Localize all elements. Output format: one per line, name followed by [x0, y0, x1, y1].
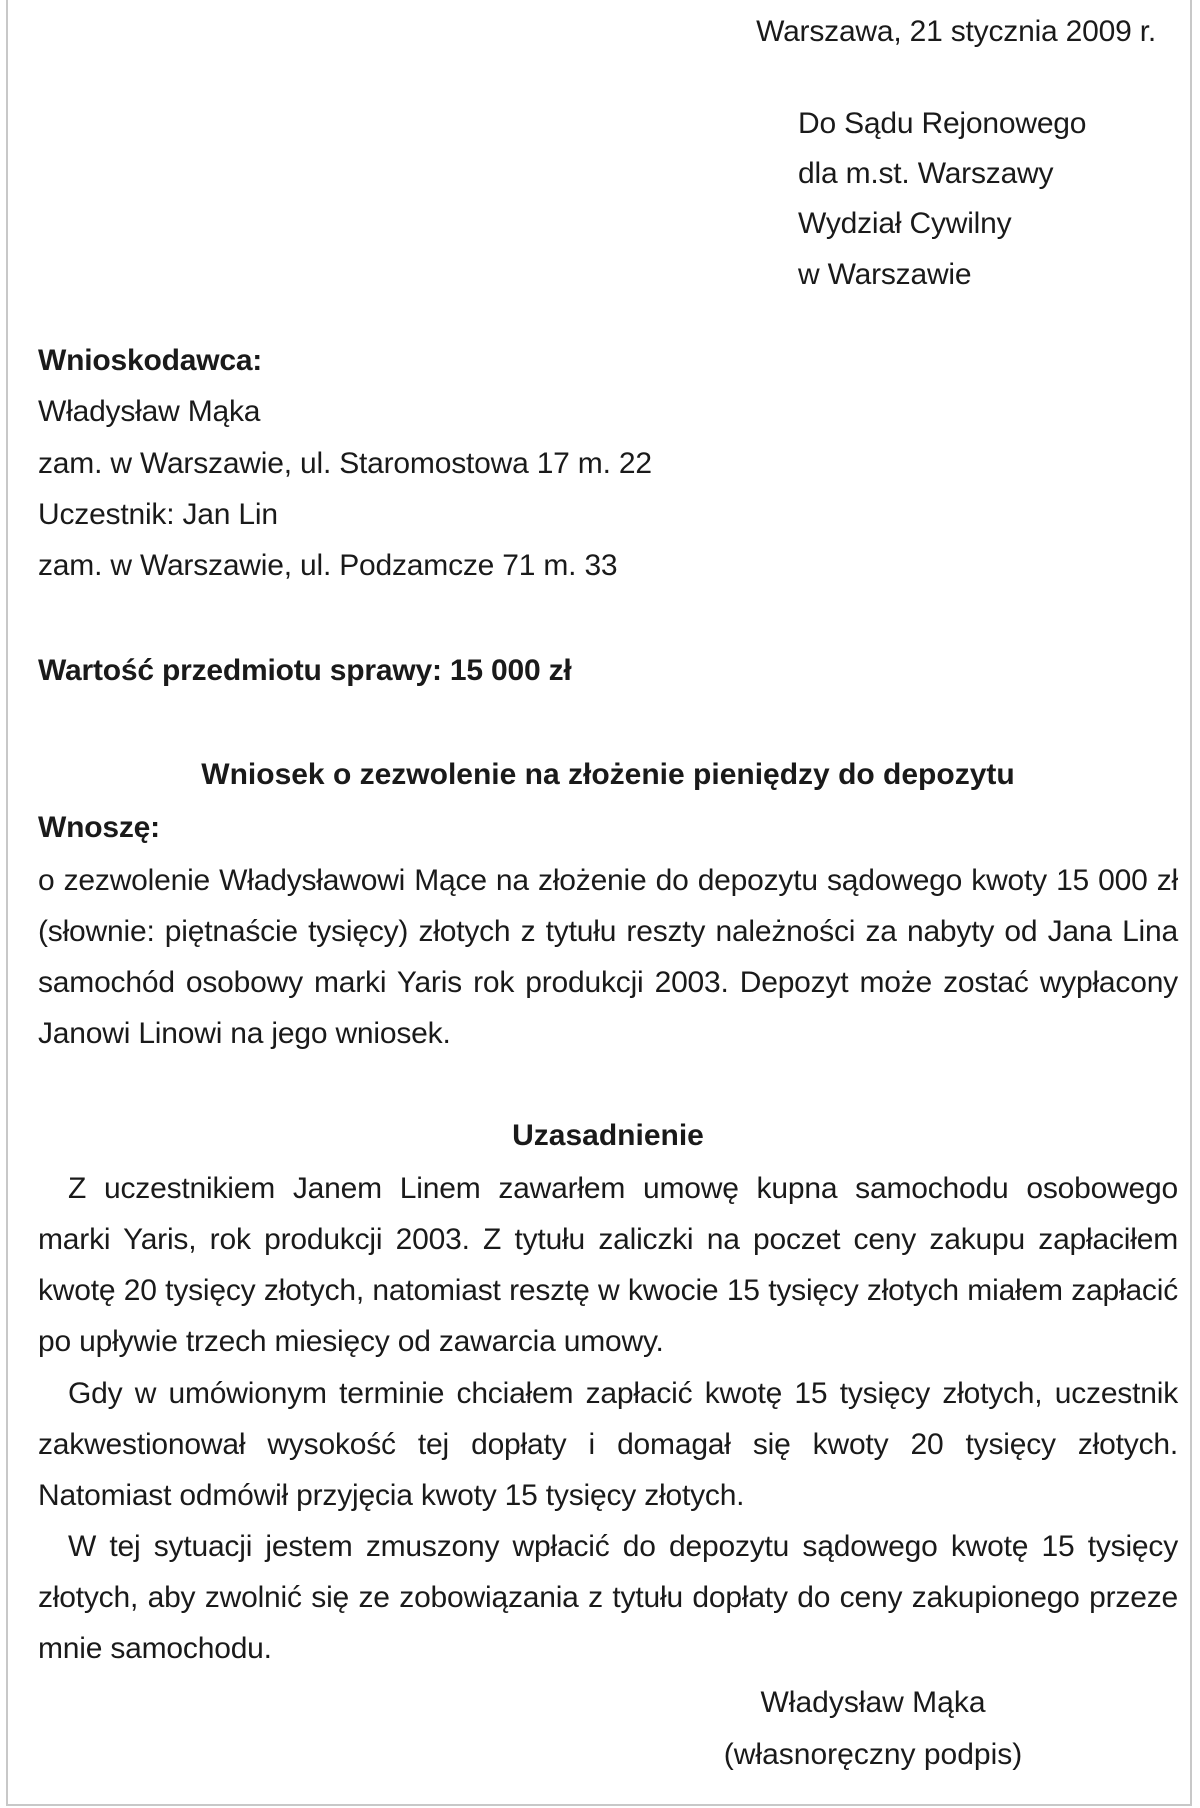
applicant-address: zam. w Warszawie, ul. Staromostowa 17 m. 22	[38, 447, 652, 480]
applicant-label: Wnioskodawca:	[38, 344, 263, 377]
addressee-line-2: dla m.st. Warszawy	[798, 157, 1054, 190]
justification-paragraph: Z uczestnikiem Janem Linem zawarłem umowę kupna samochodu osobowego marki Yaris, rok produkcji 2003. Z tytułu zaliczki na poczet ceny zakupu zapłaciłem kwotę 20 tysięcy złotych, natomiast resztę w kwocie 15 tysięcy złotych miałem zapłacić po upływie trzech miesięcy od zawarcia umowy.	[38, 1172, 1178, 1358]
applicant-name: Władysław Mąka	[38, 395, 261, 428]
addressee-line-3: Wydział Cywilny	[798, 207, 1012, 240]
request-label: Wnoszę:	[38, 811, 160, 844]
motion-title: Wniosek o zezwolenie na złożenie pieniędzy do depozytu	[201, 758, 1015, 791]
justification-paragraph: Gdy w umówionym terminie chciałem zapłacić kwotę 15 tysięcy złotych, uczestnik zakwestionował wysokość tej dopłaty i domagał się kwoty 20 tysięcy złotych. Natomiast odmówił przyjęcia kwoty 15 tysięcy złotych.	[38, 1377, 1178, 1512]
place-date: Warszawa, 21 stycznia 2009 r.	[756, 15, 1156, 48]
request-text: o zezwolenie Władysławowi Mące na złożenie do depozytu sądowego kwoty 15 000 zł (słownie: piętnaście tysięcy) złotych z tytułu reszty należności za nabyty od Jana Lina samochód osobowy marki Yaris rok produkcji 2003. Depozyt może zostać wypłacony Janowi Linowi na jego wniosek.	[38, 864, 1178, 1050]
participant: Uczestnik: Jan Lin	[38, 498, 278, 531]
signature-name: Władysław Mąka	[760, 1686, 986, 1719]
addressee-line-4: w Warszawie	[798, 258, 972, 291]
case-value: Wartość przedmiotu sprawy: 15 000 zł	[38, 654, 572, 687]
signature-note: (własnoręczny podpis)	[723, 1738, 1023, 1771]
participant-address: zam. w Warszawie, ul. Podzamcze 71 m. 33	[38, 549, 618, 582]
justification-paragraph: W tej sytuacji jestem zmuszony wpłacić do depozytu sądowego kwotę 15 tysięcy złotych, aby zwolnić się ze zobowiązania z tytułu dopłaty do ceny zakupionego przeze mnie samochodu.	[38, 1530, 1178, 1665]
justification-title: Uzasadnienie	[512, 1119, 704, 1152]
addressee-line-1: Do Sądu Rejonowego	[798, 107, 1087, 140]
document-page	[6, 0, 1192, 1806]
